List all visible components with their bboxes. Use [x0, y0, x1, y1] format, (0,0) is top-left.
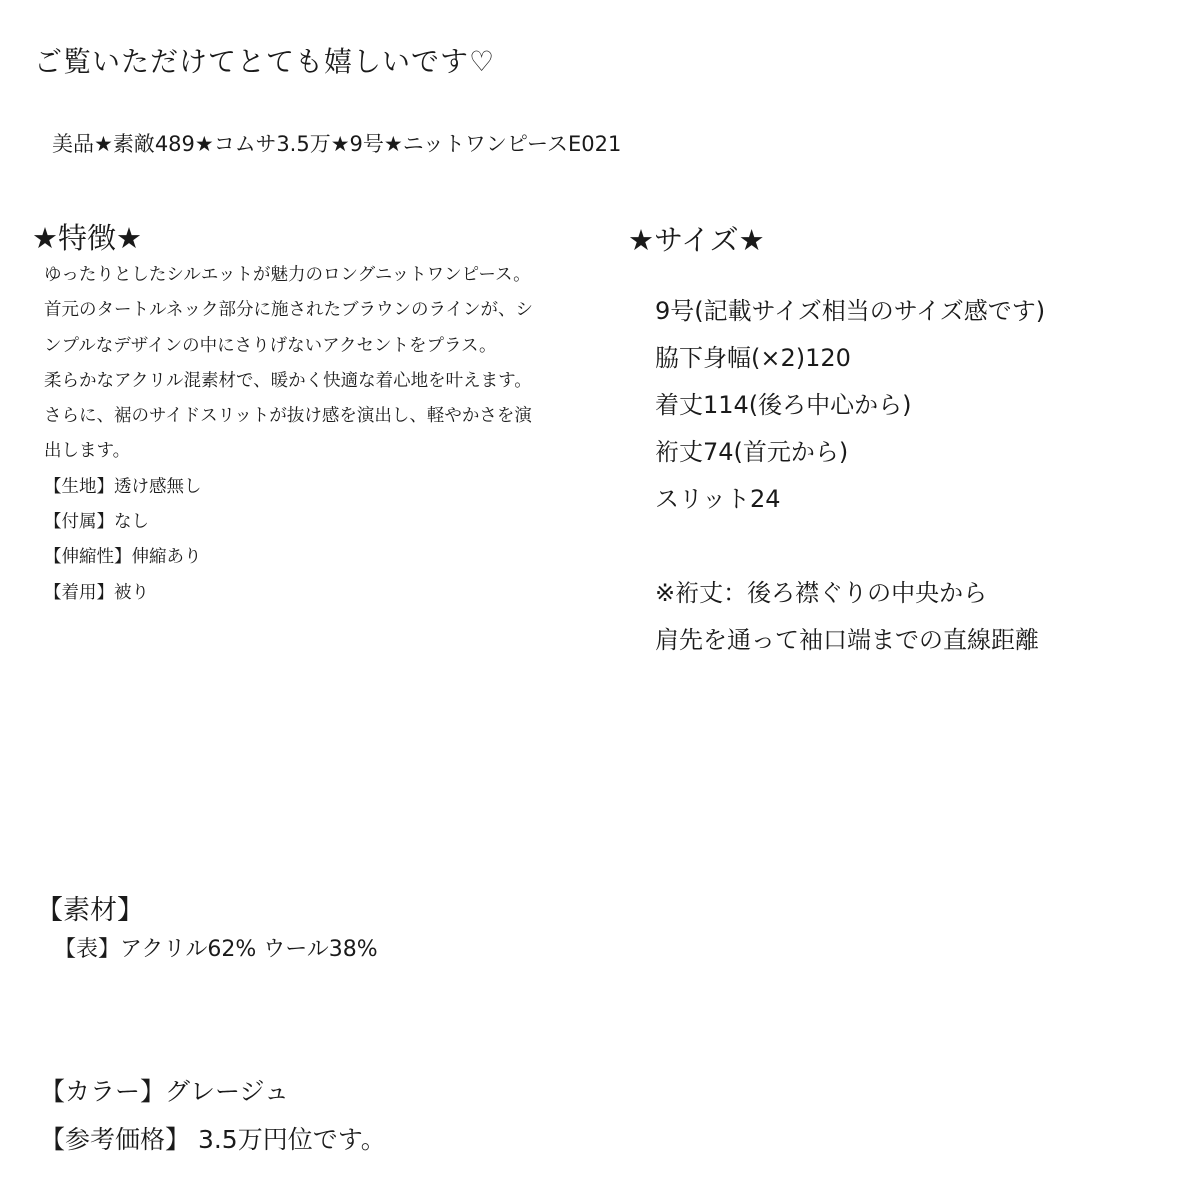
feature-line: ンプルなデザインの中にさりげないアクセントをプラス。 — [44, 335, 497, 356]
feature-line: 首元のタートルネック部分に施されたブラウンのラインが、シ — [44, 300, 533, 321]
feature-line: さらに、裾のサイドスリットが抜け感を演出し、軽やかさを演 — [44, 406, 532, 427]
color-info: 【カラー】グレージュ — [40, 1077, 290, 1106]
size-note: ※裄丈：後ろ襟ぐりの中央から — [655, 579, 988, 607]
features-heading: ★特徴★ — [32, 221, 142, 255]
greeting-text: ご覧いただけてとても嬉しいです♡ — [34, 45, 496, 78]
size-sleeve: 裄丈74(首元から) — [655, 438, 849, 466]
size-spacer — [655, 523, 1045, 570]
feature-line: ゆったりとしたシルエットが魅力のロングニットワンピース。 — [44, 265, 531, 285]
feature-accessories: 【付属】なし — [44, 512, 149, 533]
size-length: 着丈114(後ろ中心から) — [655, 391, 912, 419]
size-note-cont: 肩先を通って袖口端までの直線距離 — [655, 626, 1039, 654]
price-info: 【参考価格】 3.5万円位です。 — [40, 1125, 386, 1154]
feature-line: 柔らかなアクリル混素材で、暖かく快適な着心地を叶えます。 — [44, 370, 532, 391]
feature-stretch: 【伸縮性】伸縮あり — [44, 547, 202, 568]
product-title: 美品★素敵489★コムサ3.5万★9号★ニットワンピースE021 — [52, 132, 622, 156]
feature-wearing: 【着用】被り — [44, 582, 149, 603]
feature-line: 出します。 — [44, 441, 131, 462]
material-composition: 【表】アクリル62% ウール38% — [54, 937, 378, 962]
size-label: 9号(記載サイズ相当のサイズ感です) — [655, 297, 1046, 325]
material-heading: 【素材】 — [36, 895, 144, 926]
size-heading: ★サイズ★ — [628, 223, 765, 257]
size-slit: スリット24 — [655, 485, 781, 513]
size-details — [655, 288, 1045, 664]
feature-fabric: 【生地】透け感無し — [44, 476, 202, 497]
features-description — [44, 258, 604, 611]
size-width: 脇下身幅(×2)120 — [655, 344, 851, 372]
